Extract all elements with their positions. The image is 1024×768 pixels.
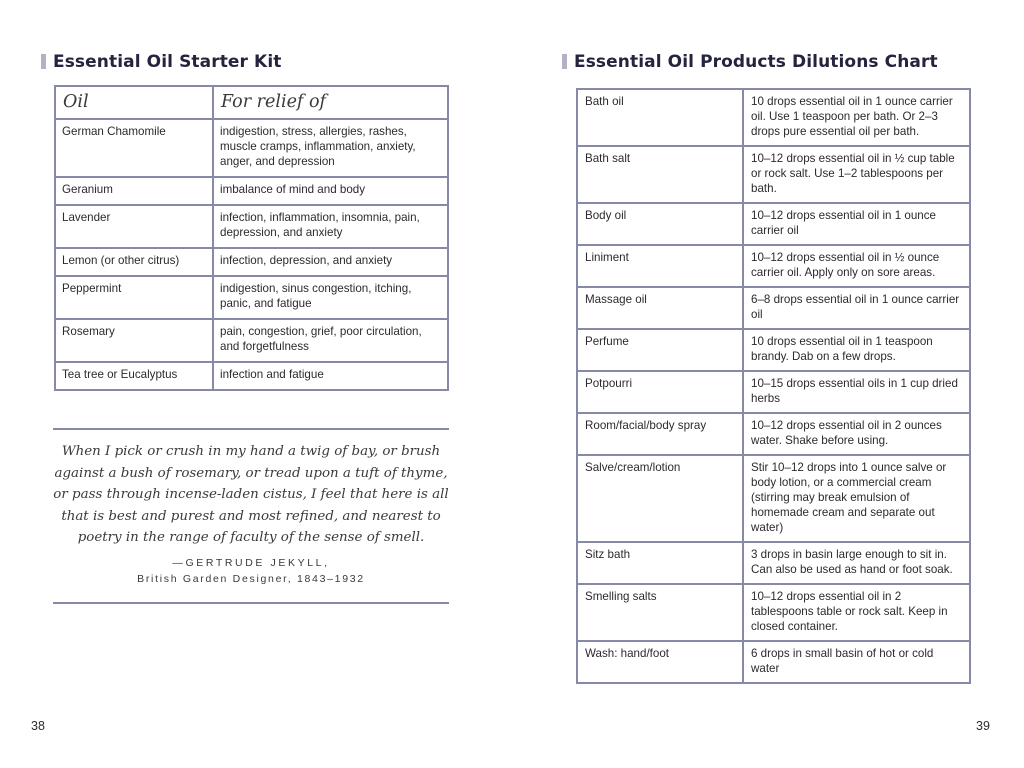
table-row <box>577 371 970 413</box>
quote-author-detail: British Garden Designer, 1843–1932 <box>137 572 365 585</box>
table-row <box>577 413 970 455</box>
column-header-oil: Oil <box>55 86 213 119</box>
table-row <box>577 584 970 641</box>
dilution-instructions-cell: 6–8 drops essential oil in 1 ounce carrier oil <box>743 287 970 329</box>
starter-kit-table-body <box>55 119 448 390</box>
relief-cell: indigestion, sinus congestion, itching, panic, and fatigue <box>213 276 448 319</box>
product-name-cell: Potpourri <box>577 371 743 413</box>
quote-block <box>53 441 449 587</box>
table-row <box>577 455 970 542</box>
dilution-instructions-cell: 10–12 drops essential oil in ½ cup table or rock salt. Use 1–2 tablespoons per bath. <box>743 146 970 203</box>
dilution-instructions-cell: 3 drops in basin large enough to sit in. Can also be used as hand or foot soak. <box>743 542 970 584</box>
oil-name-cell: Lemon (or other citrus) <box>55 248 213 276</box>
table-row <box>55 248 448 276</box>
table-row <box>577 542 970 584</box>
oil-name-cell: Tea tree or Eucalyptus <box>55 362 213 390</box>
relief-cell: infection and fatigue <box>213 362 448 390</box>
product-name-cell: Liniment <box>577 245 743 287</box>
product-name-cell: Smelling salts <box>577 584 743 641</box>
product-name-cell: Body oil <box>577 203 743 245</box>
dilution-instructions-cell: 6 drops in small basin of hot or cold water <box>743 641 970 683</box>
dilution-instructions-cell: 10–15 drops essential oils in 1 cup dried herbs <box>743 371 970 413</box>
dilution-instructions-cell: 10 drops essential oil in 1 teaspoon brandy. Dab on a few drops. <box>743 329 970 371</box>
starter-kit-title: Essential Oil Starter Kit <box>53 52 282 72</box>
table-row <box>577 203 970 245</box>
relief-cell: infection, depression, and anxiety <box>213 248 448 276</box>
table-row <box>55 205 448 248</box>
oil-name-cell: Lavender <box>55 205 213 248</box>
product-name-cell: Salve/cream/lotion <box>577 455 743 542</box>
product-name-cell: Room/facial/body spray <box>577 413 743 455</box>
table-row <box>55 276 448 319</box>
dilutions-chart-heading <box>562 52 938 72</box>
oil-name-cell: Rosemary <box>55 319 213 362</box>
quote-text: When I pick or crush in my hand a twig of bay, or brush against a bush of rosemary, or tread upon a tuft of thyme, or pass through incense-laden cistus, I feel that here is all that is best and purest and most refined, and nearest to poetry in the range of faculty of the sense of smell. <box>53 444 449 545</box>
product-name-cell: Bath salt <box>577 146 743 203</box>
dilution-instructions-cell: 10–12 drops essential oil in ½ ounce carrier oil. Apply only on sore areas. <box>743 245 970 287</box>
oil-name-cell: Geranium <box>55 177 213 205</box>
dilution-instructions-cell: 10 drops essential oil in 1 ounce carrier oil. Use 1 teaspoon per bath. Or 2–3 drops pure essential oil per bath. <box>743 89 970 146</box>
table-row <box>55 177 448 205</box>
table-row <box>55 362 448 390</box>
page-number-right: 39 <box>976 719 990 733</box>
table-row <box>577 287 970 329</box>
product-name-cell: Sitz bath <box>577 542 743 584</box>
product-name-cell: Perfume <box>577 329 743 371</box>
product-name-cell: Bath oil <box>577 89 743 146</box>
starter-kit-table <box>54 85 449 391</box>
dilution-instructions-cell: 10–12 drops essential oil in 1 ounce carrier oil <box>743 203 970 245</box>
relief-cell: infection, inflammation, insomnia, pain, depression, and anxiety <box>213 205 448 248</box>
starter-kit-heading <box>41 52 282 72</box>
product-name-cell: Massage oil <box>577 287 743 329</box>
dilution-instructions-cell: 10–12 drops essential oil in 2 ounces water. Shake before using. <box>743 413 970 455</box>
oil-name-cell: Peppermint <box>55 276 213 319</box>
table-row <box>577 146 970 203</box>
table-row <box>577 89 970 146</box>
relief-cell: pain, congestion, grief, poor circulation, and forgetfulness <box>213 319 448 362</box>
column-header-relief: For relief of <box>213 86 448 119</box>
dilution-instructions-cell: 10–12 drops essential oil in 2 tablespoons table or rock salt. Keep in closed container. <box>743 584 970 641</box>
product-name-cell: Wash: hand/foot <box>577 641 743 683</box>
relief-cell: imbalance of mind and body <box>213 177 448 205</box>
table-row <box>577 245 970 287</box>
dilutions-chart-title: Essential Oil Products Dilutions Chart <box>574 52 938 72</box>
relief-cell: indigestion, stress, allergies, rashes, muscle cramps, inflammation, anxiety, anger, and depression <box>213 119 448 177</box>
dilutions-chart-table-body <box>577 89 970 683</box>
oil-name-cell: German Chamomile <box>55 119 213 177</box>
page-number-left: 38 <box>31 719 45 733</box>
dilutions-chart-table <box>576 88 971 684</box>
table-header-row <box>55 86 448 119</box>
quote-author: —GERTRUDE JEKYLL, <box>172 556 330 569</box>
table-row <box>55 319 448 362</box>
heading-marker-bar <box>41 54 46 69</box>
heading-marker-bar <box>562 54 567 69</box>
quote-top-divider <box>53 428 449 430</box>
table-row <box>55 119 448 177</box>
quote-bottom-divider <box>53 602 449 604</box>
table-row <box>577 329 970 371</box>
dilution-instructions-cell: Stir 10–12 drops into 1 ounce salve or body lotion, or a commercial cream (stirring may break emulsion of homemade cream and separate out water) <box>743 455 970 542</box>
table-row <box>577 641 970 683</box>
